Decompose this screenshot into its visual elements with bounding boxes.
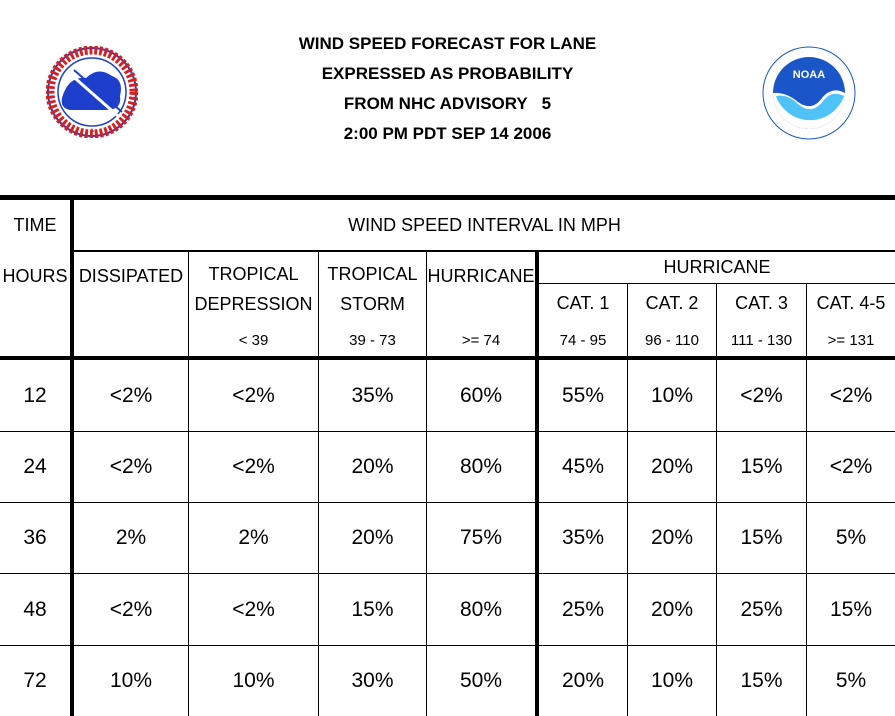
probability-cell: 15% <box>829 597 873 621</box>
probability-cell: 35% <box>561 526 605 549</box>
probability-cell: <2% <box>109 597 153 621</box>
probability-cell: <2% <box>232 383 275 407</box>
hour-cell: 48 <box>23 597 47 621</box>
cat1-header: CAT. 1 <box>556 292 610 313</box>
hurricane-range: >= 74 <box>461 331 501 349</box>
cat3-header: CAT. 3 <box>735 292 788 313</box>
probability-cell: 80% <box>459 455 503 478</box>
hour-cell: 36 <box>23 526 47 549</box>
probability-cell: <2% <box>109 383 153 407</box>
probability-cell: 25% <box>740 597 783 621</box>
title-line-2: EXPRESSED AS PROBABILITY <box>321 64 574 83</box>
noaa-logo-icon <box>762 46 856 140</box>
noaa-text: NOAA <box>792 69 826 81</box>
probability-cell: 25% <box>561 597 605 621</box>
td-range: < 39 <box>238 331 269 349</box>
time-header: TIME <box>13 214 57 235</box>
probability-cell: 35% <box>351 383 394 407</box>
probability-cell: 20% <box>351 526 394 549</box>
probability-cell: 30% <box>351 669 394 692</box>
probability-cell: <2% <box>109 455 153 478</box>
probability-cell: 80% <box>459 597 503 621</box>
hours-header: HOURS <box>2 265 68 286</box>
cat2-header: CAT. 2 <box>645 292 699 313</box>
probability-cell: 50% <box>459 669 503 692</box>
hour-cell: 72 <box>23 669 47 692</box>
probability-cell: <2% <box>232 597 275 621</box>
probability-cell: 10% <box>650 383 694 407</box>
dissipated-header: DISSIPATED <box>78 265 184 286</box>
probability-cell: 15% <box>740 669 783 692</box>
ts-range: 39 - 73 <box>349 331 396 349</box>
probability-cell: <2% <box>829 455 873 478</box>
hurricane-header: HURRICANE <box>427 265 535 286</box>
probability-cell: 5% <box>835 669 867 692</box>
cat3-range: 111 - 130 <box>730 331 793 349</box>
probability-cell: 55% <box>561 383 605 407</box>
title-line-4: 2:00 PM PDT SEP 14 2006 <box>343 124 552 143</box>
cat2-range: 96 - 110 <box>645 331 699 349</box>
interval-header: WIND SPEED INTERVAL IN MPH <box>348 214 621 235</box>
title-line-1: WIND SPEED FORECAST FOR LANE <box>298 34 597 53</box>
ts-header-line2: STORM <box>340 293 405 314</box>
probability-cell: 45% <box>561 455 605 478</box>
probability-cell: 20% <box>351 455 394 478</box>
probability-cell: 10% <box>650 669 694 692</box>
cat45-header: CAT. 4-5 <box>816 292 886 313</box>
nws-logo-icon <box>46 46 138 138</box>
probability-cell: 15% <box>351 597 394 621</box>
probability-cell: 20% <box>650 455 694 478</box>
td-header-line2: DEPRESSION <box>194 293 313 314</box>
title-line-3: FROM NHC ADVISORY 5 <box>343 94 552 113</box>
probability-cell: 2% <box>238 526 269 549</box>
probability-cell: <2% <box>740 383 783 407</box>
probability-cell: 2% <box>115 526 147 549</box>
hour-cell: 12 <box>23 383 47 407</box>
probability-cell: <2% <box>829 383 873 407</box>
probability-cell: 20% <box>650 526 694 549</box>
probability-cell: 20% <box>650 597 694 621</box>
probability-cell: 75% <box>459 526 503 549</box>
probability-cell: 10% <box>109 669 153 692</box>
probability-cell: <2% <box>232 455 275 478</box>
probability-cell: 15% <box>740 455 783 478</box>
probability-cell: 5% <box>835 526 867 549</box>
cat1-range: 74 - 95 <box>559 331 607 349</box>
td-header-line1: TROPICAL <box>208 263 299 284</box>
probability-cell: 60% <box>459 383 503 407</box>
ts-header-line1: TROPICAL <box>327 263 418 284</box>
hour-cell: 24 <box>23 455 47 478</box>
cat45-range: >= 131 <box>827 331 875 349</box>
hurricane-group-header: HURRICANE <box>663 257 771 277</box>
probability-cell: 10% <box>232 669 275 692</box>
probability-cell: 20% <box>561 669 605 692</box>
probability-cell: 15% <box>740 526 783 549</box>
